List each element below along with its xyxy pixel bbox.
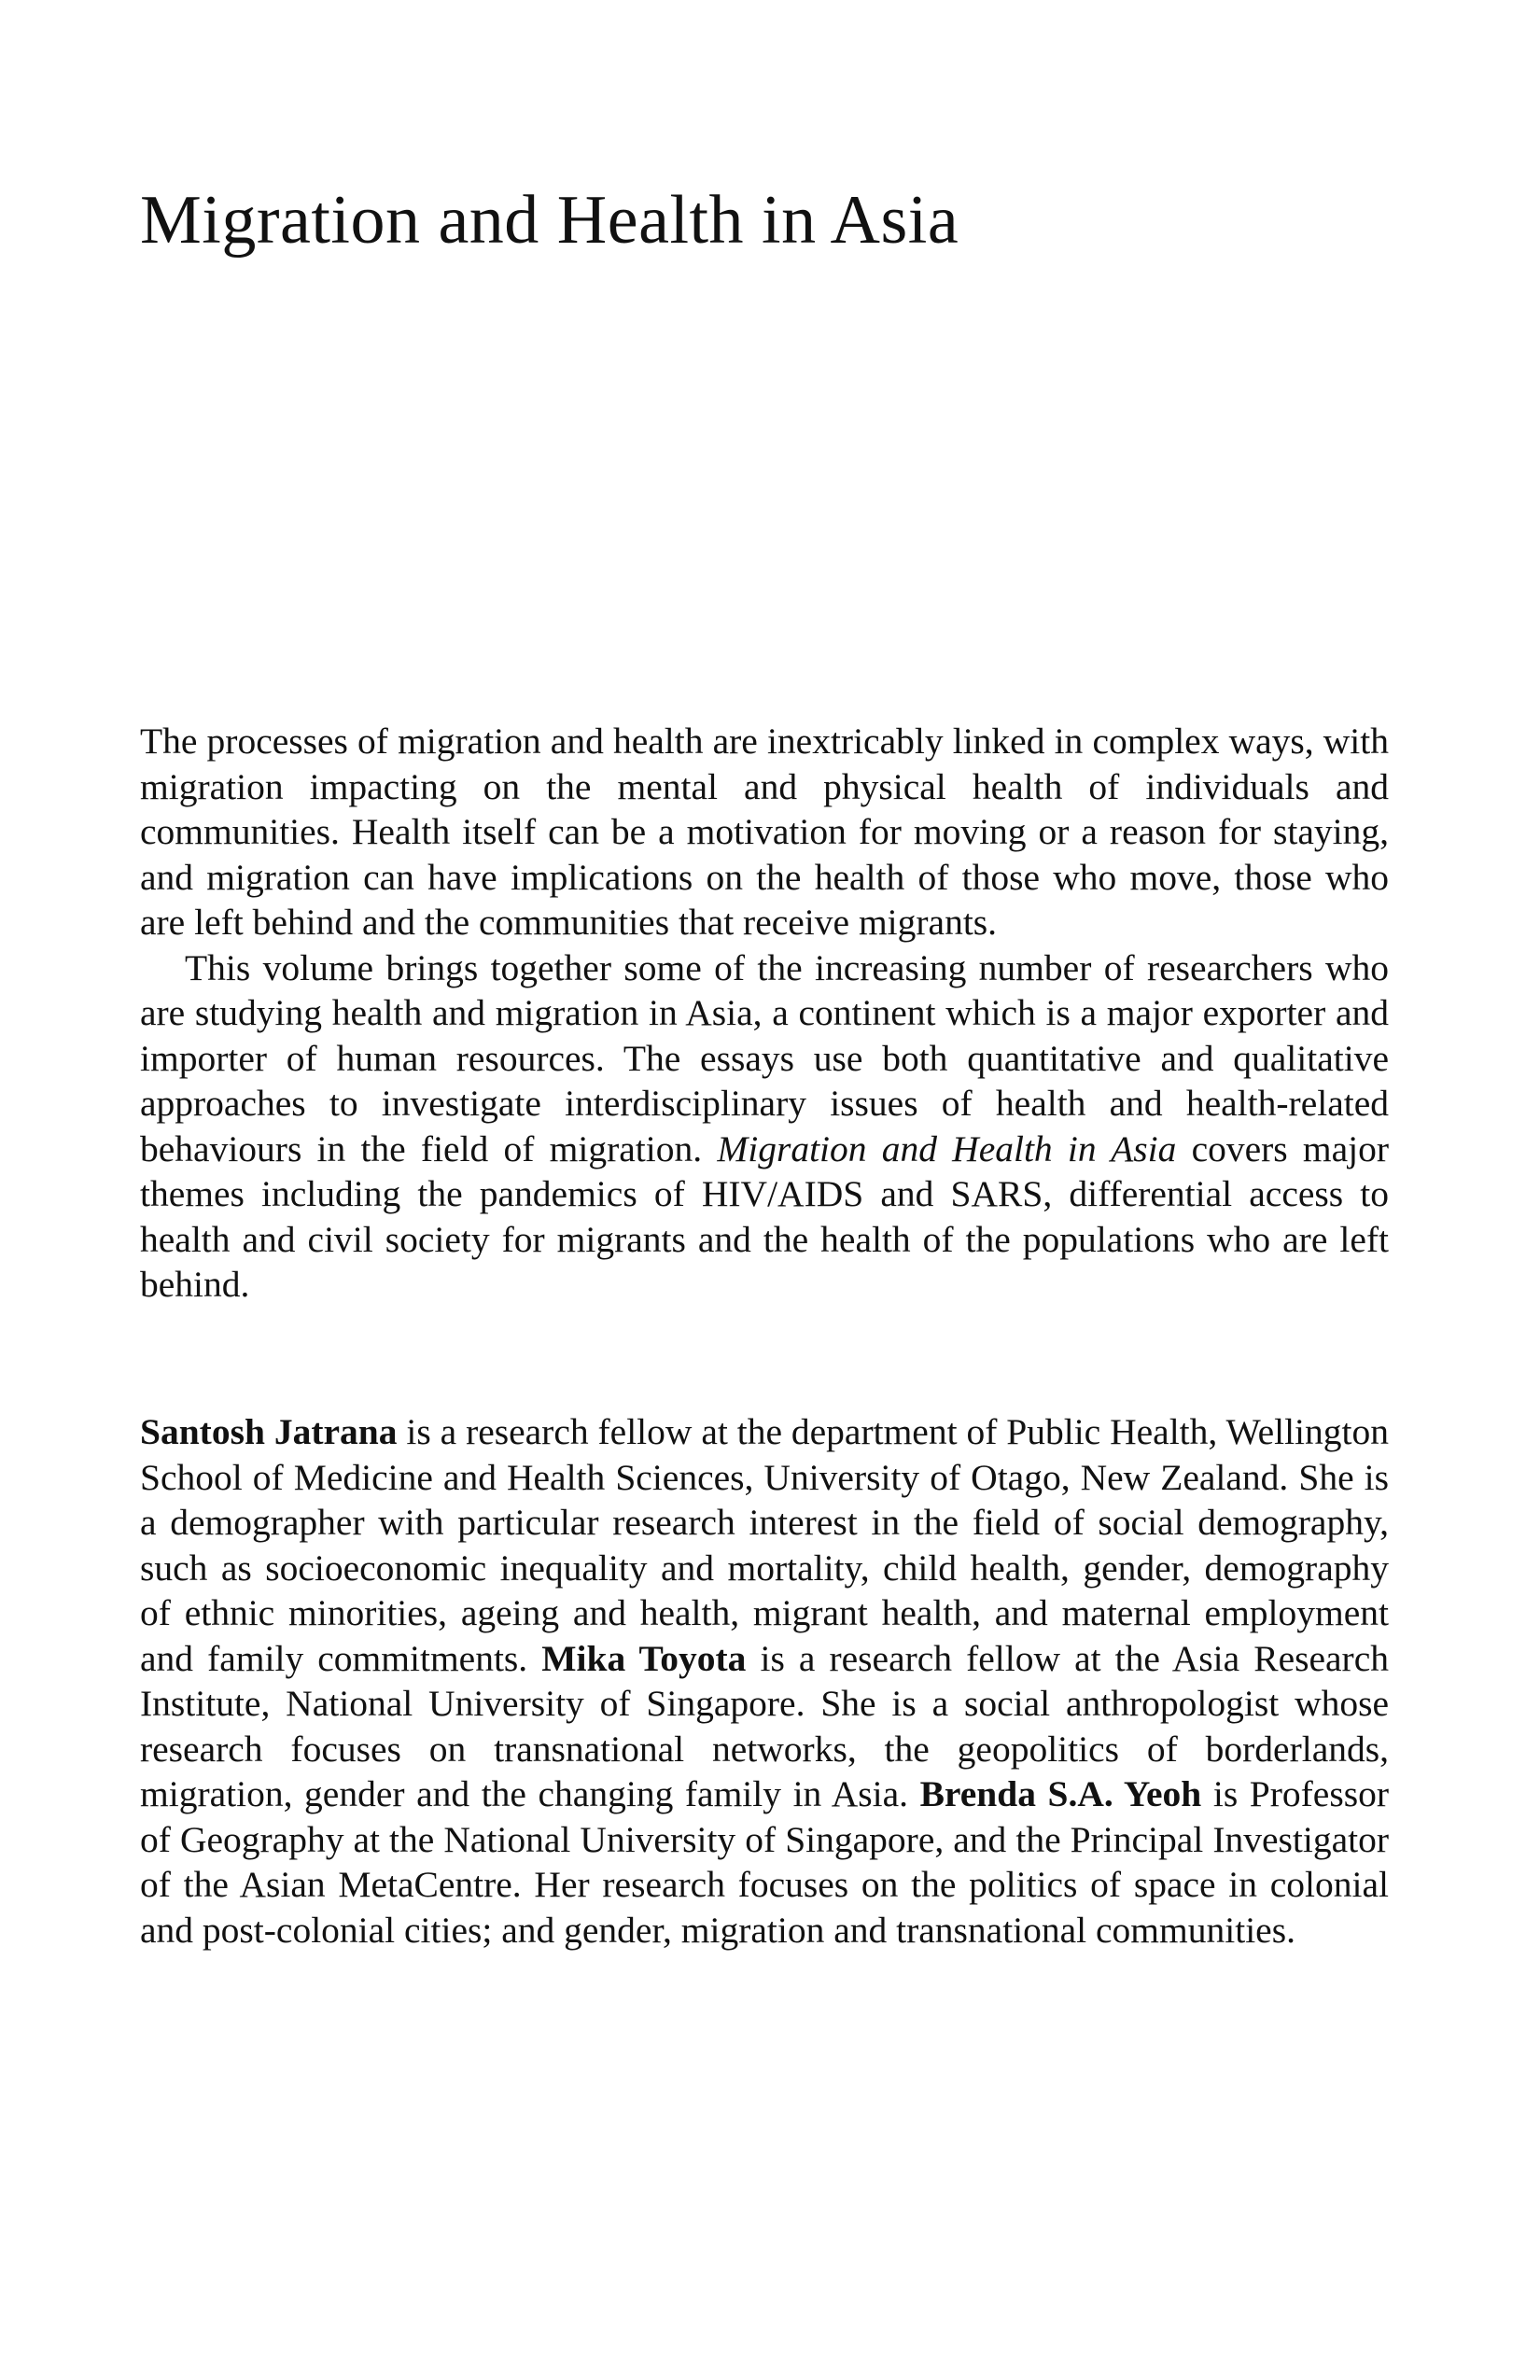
author-name: Brenda S.A. Yeoh xyxy=(919,1773,1202,1814)
author-name: Santosh Jatrana xyxy=(140,1411,398,1452)
book-title-italic: Migration and Health in Asia xyxy=(717,1127,1177,1169)
description-paragraph-2 xyxy=(140,945,1389,1308)
description-paragraph-1: The processes of migration and health are inextricably linked in complex ways, with migration impacting on the mental and physical health of individuals and communities. Health itself can be a motivation for moving or a reason for staying, and migration can have implications on the health of those who move, those who are left behind and the communities that receive migrants. xyxy=(140,721,1389,943)
author-bio: is a research fellow at the department of Public Health, Wellington School of Medicine and Health Sciences, University of Otago, New Zealand. She is a demographer with particular research interest in the field of social demography, such as socioeconomic inequality and mortality, child health, gender, demography of ethnic minorities, ageing and health, migrant health, and maternal employment and family commitments. xyxy=(140,1411,1389,1679)
description-paragraph-2-text-end: covers major themes including the pandemics of HIV/AIDS and SARS, differential access to health and civil society for migrants and the health of the populations who are left behind. xyxy=(140,1127,1389,1305)
author-bio: is a research fellow at the Asia Research Institute, National University of Singapore. She is a social anthropologist whose research focuses on transnational networks, the geopolitics of borderlands, migration, gender and the changing family in Asia. xyxy=(140,1637,1389,1814)
author-bios xyxy=(140,1409,1389,1953)
page-title: Migration and Health in Asia xyxy=(140,182,959,259)
author-bio-paragraph xyxy=(140,1409,1389,1953)
author-bio: is Professor of Geography at the National University of Singapore, and the Principal Investigator of the Asian MetaCentre. Her research focuses on the politics of space in colonial and post-colonial cities; and gender, migration and transnational communities. xyxy=(140,1773,1389,1951)
author-name: Mika Toyota xyxy=(541,1637,747,1679)
book-description xyxy=(140,719,1389,1308)
description-paragraph-2-text-start: This volume brings together some of the increasing number of researchers who are studying health and migration in Asia, a continent which is a major exporter and importer of human resources. The essays use both quantitative and qualitative approaches to investigate interdisciplinary issues of health and health-related behaviours in the field of migration. xyxy=(140,946,1389,1169)
